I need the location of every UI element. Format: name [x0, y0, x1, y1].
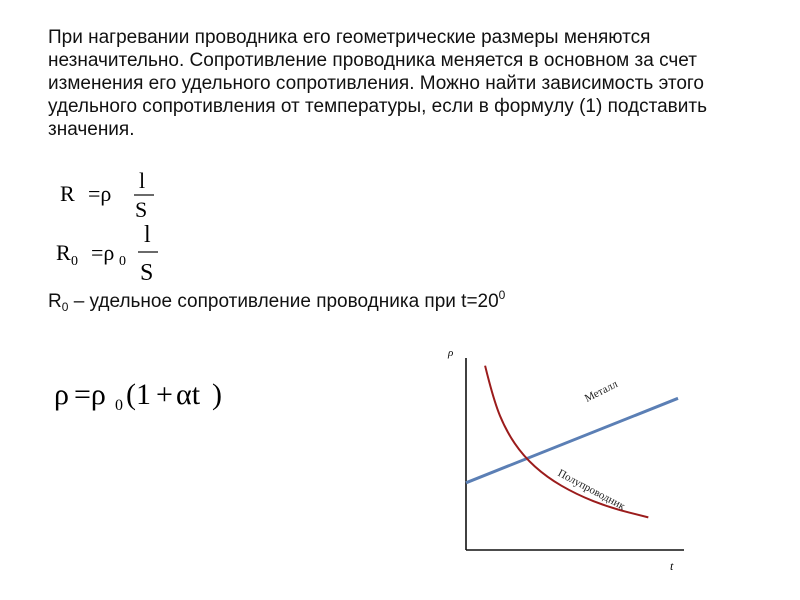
definition-subscript: 0	[61, 300, 69, 314]
definition-text: – удельное сопротивление проводника при t=20	[68, 291, 499, 312]
description-paragraph: При нагревании проводника его геометрические размеры меняются незначительно. Сопротивление проводника меняется в основном за счет изменения его удельного сопротивления. Можно найти зависимость этого удельного сопротивления от температуры, если в формулу (1) подставить значения.	[48, 27, 707, 140]
f1-lhs: R	[60, 181, 75, 206]
f1-eq: =ρ	[88, 181, 112, 206]
definition-symbol: R	[48, 291, 62, 312]
f2-num: l	[144, 222, 151, 248]
f2-lhs-sub: 0	[71, 254, 78, 269]
f2-eq: =ρ	[91, 240, 115, 265]
series-label-0: Металл	[582, 378, 620, 405]
f3-alpha-t: αt	[176, 378, 201, 411]
x-axis-label: t	[670, 559, 674, 573]
definition-line	[48, 290, 768, 314]
resistivity-temperature-chart	[430, 340, 690, 580]
definition-superscript: 0	[498, 288, 506, 302]
f1-num: l	[139, 170, 146, 193]
f2-den: S	[140, 260, 154, 286]
resistance-formula	[58, 170, 198, 220]
f3-lhs: ρ	[54, 378, 69, 411]
f3-plus: +	[156, 378, 173, 411]
chart-svg	[430, 340, 690, 580]
f3-eq: =ρ	[74, 378, 106, 411]
f1-den: S	[135, 197, 148, 220]
temperature-dependence-formula	[48, 366, 228, 416]
f2-lhs: R	[56, 240, 71, 265]
f3-paren-close: )	[212, 378, 222, 411]
f2-eq-sub: 0	[119, 254, 126, 269]
y-axis-label: ρ	[448, 347, 454, 359]
f3-eq-sub: 0	[115, 397, 123, 414]
f3-paren-open: (1	[126, 378, 151, 411]
resistance-zero-formula	[52, 220, 202, 286]
series-label-1: Полупроводник	[555, 467, 627, 513]
